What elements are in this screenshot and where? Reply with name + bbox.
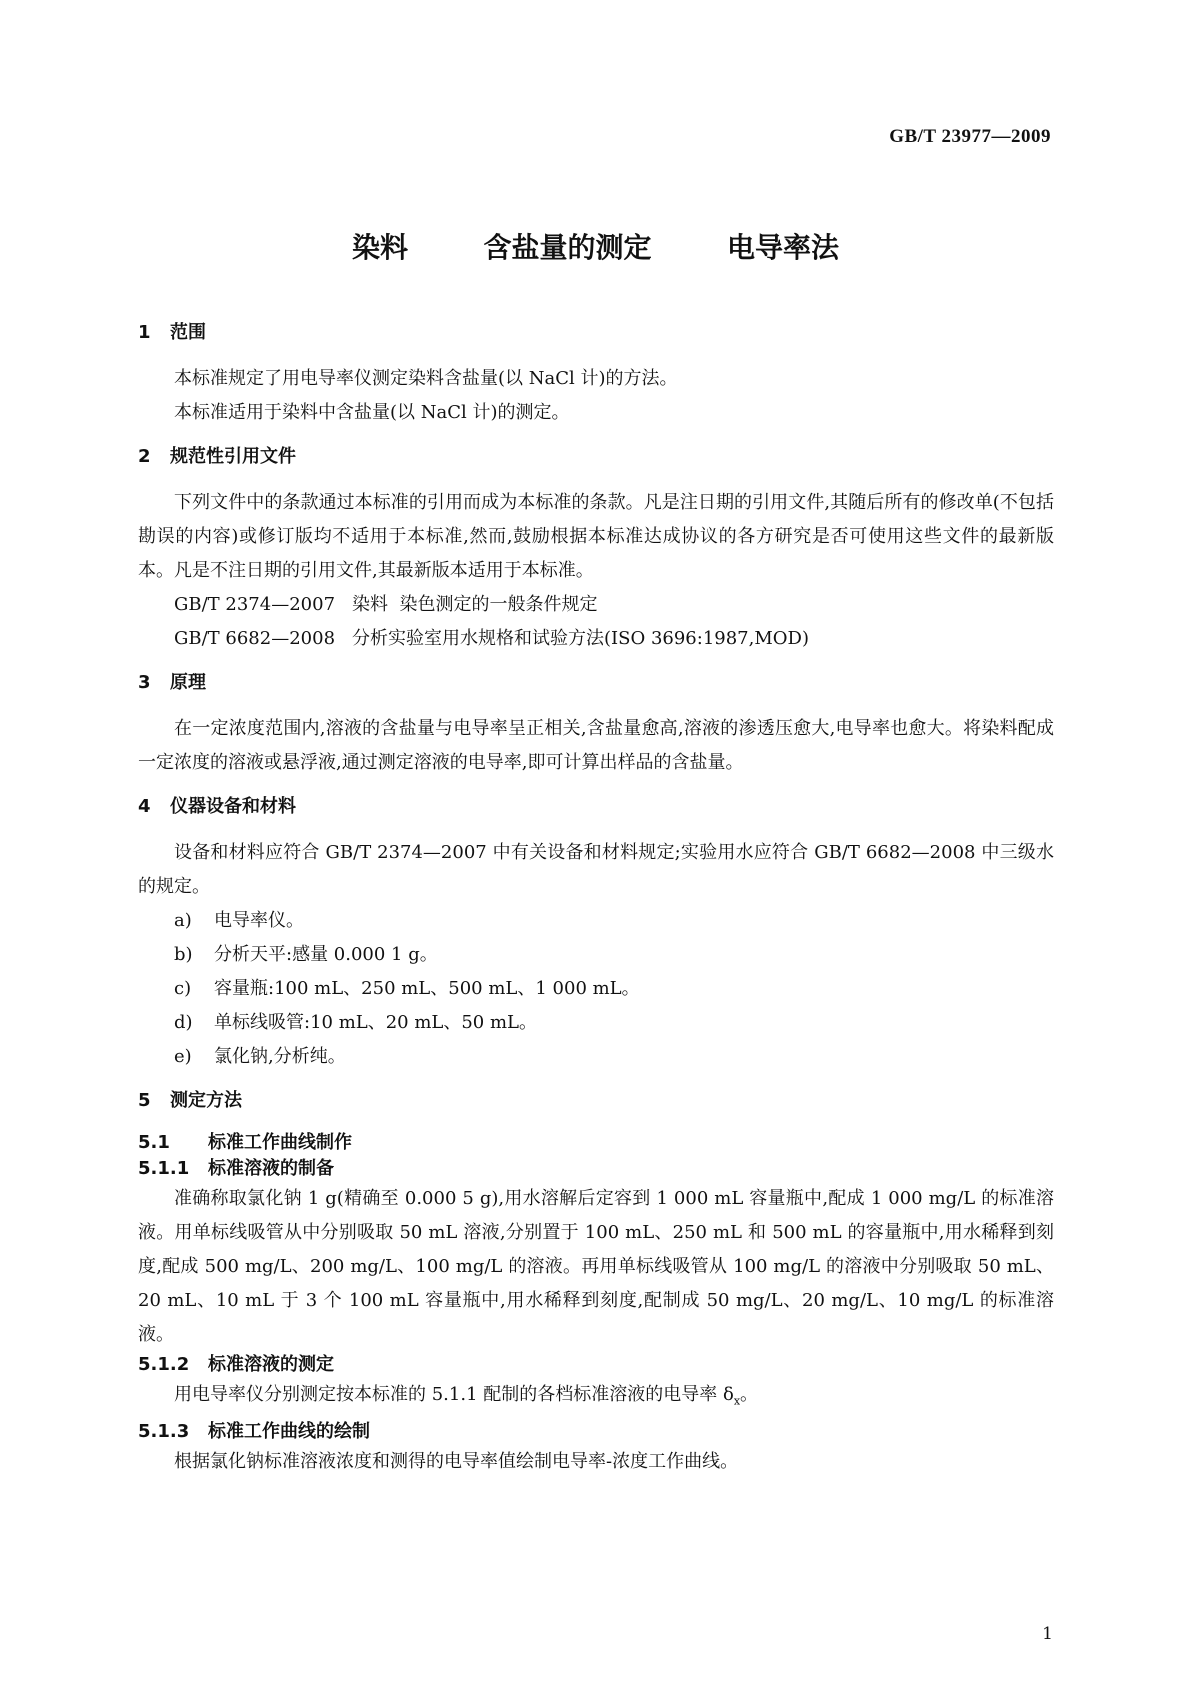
paragraph: 在一定浓度范围内,溶液的含盐量与电导率呈正相关,含盐量愈高,溶液的渗透压愈大,电导率也愈大。将染料配成一定浓度的溶液或悬浮液,通过测定溶液的电导率,即可计算出样品的含盐量。 <box>138 718 1054 773</box>
list-item <box>138 972 1054 1006</box>
subsection-5-1-heading <box>138 1130 1054 1156</box>
paragraph: 根据氯化钠标准溶液浓度和测得的电导率值绘制电导率-浓度工作曲线。 <box>174 1450 739 1472</box>
normative-reference <box>138 622 1054 656</box>
page-number: 1 <box>1042 1624 1053 1644</box>
paragraph: 本标准规定了用电导率仪测定染料含盐量(以 NaCl 计)的方法。 <box>174 368 678 389</box>
reference-code: GB/T 2374—2007 <box>174 594 336 615</box>
subsection-number: 5.1.1 <box>138 1158 190 1179</box>
standard-number: GB/T 23977—2009 <box>889 126 1051 147</box>
subsection-5-1-2-heading <box>138 1352 1054 1378</box>
list-text: 单标线吸管:10 mL、20 mL、50 mL。 <box>214 1012 538 1033</box>
section-number: 5 <box>138 1090 151 1111</box>
list-text: 氯化钠,分析纯。 <box>214 1046 346 1067</box>
list-marker: c) <box>174 978 192 999</box>
section-3-heading <box>138 670 1054 696</box>
list-text: 容量瓶:100 mL、250 mL、500 mL、1 000 mL。 <box>214 978 640 999</box>
section-title: 测定方法 <box>170 1090 242 1111</box>
document-body <box>138 320 1054 1479</box>
section-title: 范围 <box>170 322 206 343</box>
subsection-number: 5.1 <box>138 1132 170 1153</box>
section-2-heading <box>138 444 1054 470</box>
section-5-heading <box>138 1088 1054 1114</box>
section-number: 1 <box>138 322 151 343</box>
normative-reference <box>138 588 1054 622</box>
section-title: 原理 <box>170 672 206 693</box>
section-number: 4 <box>138 796 151 817</box>
subscript: x <box>733 1394 741 1408</box>
document-title: 染料 含盐量的测定 电导率法 <box>352 231 839 264</box>
subsection-5-1-1-heading <box>138 1156 1054 1182</box>
subsection-title: 标准工作曲线的绘制 <box>208 1420 370 1442</box>
reference-title: 分析实验室用水规格和试验方法(ISO 3696:1987,MOD) <box>352 628 809 649</box>
list-marker: d) <box>174 1012 193 1033</box>
subsection-title: 标准工作曲线制作 <box>208 1132 352 1153</box>
list-item <box>138 1006 1054 1040</box>
paragraph: 下列文件中的条款通过本标准的引用而成为本标准的条款。凡是注日期的引用文件,其随后所有的修改单(不包括勘误的内容)或修订版均不适用于本标准,然而,鼓励根据本标准达成协议的各方研究是否可使用这些文件的最新版本。凡是不注日期的引用文件,其最新版本适用于本标准。 <box>138 492 1054 581</box>
list-item <box>138 904 1054 938</box>
list-marker: a) <box>174 910 192 931</box>
paragraph: 设备和材料应符合 GB/T 2374—2007 中有关设备和材料规定;实验用水应符合 GB/T 6682—2008 中三级水的规定。 <box>138 842 1054 897</box>
list-marker: b) <box>174 944 193 965</box>
section-number: 3 <box>138 672 151 693</box>
subsection-title: 标准溶液的制备 <box>208 1158 334 1179</box>
list-item <box>138 1040 1054 1074</box>
list-item <box>138 938 1054 972</box>
section-1-heading <box>138 320 1054 346</box>
subsection-number: 5.1.2 <box>138 1354 190 1375</box>
section-4-heading <box>138 794 1054 820</box>
subsection-number: 5.1.3 <box>138 1420 190 1442</box>
paragraph <box>138 1378 1054 1419</box>
subsection-5-1-3-heading <box>138 1419 1054 1445</box>
reference-code: GB/T 6682—2008 <box>174 628 336 649</box>
section-title: 仪器设备和材料 <box>170 796 296 817</box>
list-text: 电导率仪。 <box>214 910 304 931</box>
paragraph: 准确称取氯化钠 1 g(精确至 0.000 5 g),用水溶解后定容到 1 000 mL 容量瓶中,配成 1 000 mg/L 的标准溶液。用单标线吸管从中分别吸取 50 mL 溶液,分别置于 100 mL、250 mL 和 500 mL 的容量瓶中,用水稀释到刻度,配成 500 mg/L、200 mg/L、100 mg/L 的溶液。再用单标线吸管从 100 mg/L 的溶液中分别吸取 50 mL、20 mL、10 mL 于 3 个 100 mL 容量瓶中,用水稀释到刻度,配制成 50 mg/L、20 mg/L、10 mg/L 的标准溶液。 <box>138 1188 1054 1345</box>
paragraph-text: 用电导率仪分别测定按本标准的 5.1.1 配制的各档标准溶液的电导率 δ <box>174 1384 734 1405</box>
list-text: 分析天平:感量 0.000 1 g。 <box>214 944 438 965</box>
paragraph: 本标准适用于染料中含盐量(以 NaCl 计)的测定。 <box>174 402 570 423</box>
paragraph-text: 。 <box>740 1384 759 1405</box>
section-title: 规范性引用文件 <box>170 446 296 467</box>
list-marker: e) <box>174 1046 192 1067</box>
reference-title: 染料 染色测定的一般条件规定 <box>352 594 598 615</box>
subsection-title: 标准溶液的测定 <box>208 1354 334 1375</box>
section-number: 2 <box>138 446 151 467</box>
